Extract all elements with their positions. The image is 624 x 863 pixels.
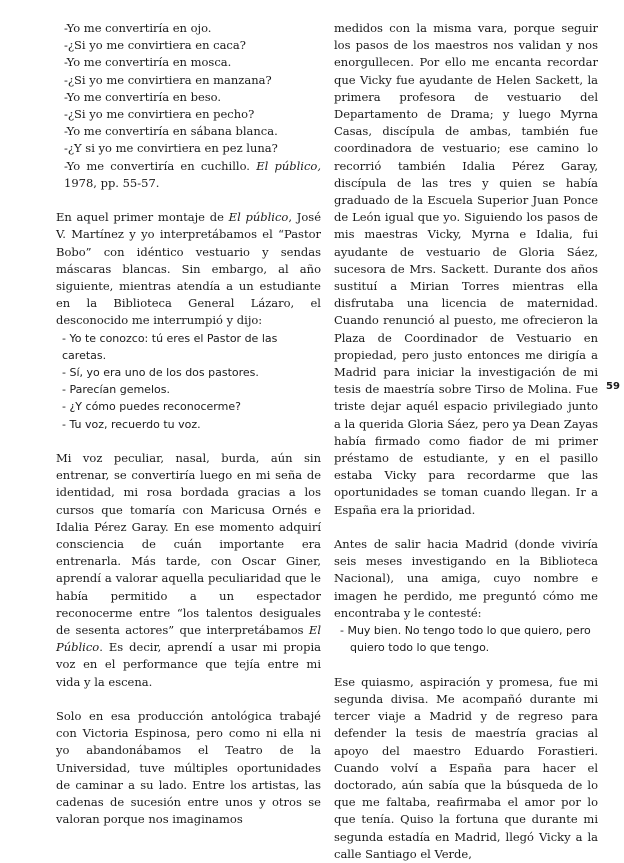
poem-line: -¿Y si yo me convirtiera en pez luna? [64, 141, 278, 156]
poem-line: -Yo me convertiría en sábana blanca. [64, 124, 278, 139]
quote-text: - Muy bien. No tengo todo lo que quiero, pero quiero todo lo que tengo. [340, 624, 591, 655]
dialogue-line: - Sí, yo era uno de los dos pastores. [62, 366, 259, 380]
dialogue-line: - Yo te conozco: tú eres el Pastor de las caretas. [62, 331, 278, 362]
poem-citation-title: El público, [256, 158, 322, 173]
paragraph: Mi voz peculiar, nasal, burda, aún sin entrenar, se convertiría luego en mi seña de identidad, mi rosa bordada gracias a los cursos que tomaría con Maricusa Ornés e Idalia Pérez Garay. En ese momento adquirí consciencia de cuán importante era entrenarla. Más tarde, con Oscar Giner, aprendí a valorar aquella peculiaridad que le había permitido a un espectador reconocerme entre “los talentos desiguales de sesenta actores” que interpretábamos El Público. Es decir, aprendí a usar mi propia voz en el performance que tejía entre mi vida y la escena. [56, 451, 321, 689]
paragraph: Antes de salir hacia Madrid (donde viviría seis meses investigando en la Biblioteca Nacional), una amiga, cuyo nombre e imagen he perdido, me preguntó cómo me encontraba y le contesté: [334, 537, 598, 620]
paragraph: Ese quiasmo, aspiración y promesa, fue mi segunda divisa. Me acompañó durante mi tercer viaje a Madrid y de regreso para defender la tesis de maestría gracias al apoyo del maestro Eduardo Forastieri. Cuando volví a España para hacer el doctorado, aún sabía que la búsqueda de lo que me faltaba, reafirmaba el amor por lo que tenía. Quiso la fortuna que durante mi segunda estadía en Madrid, llegó Vicky a la calle Santiago el Verde, [334, 674, 598, 861]
poem-excerpt [56, 20, 321, 192]
dialogue-line: - Tu voz, recuerdo tu voz. [62, 417, 201, 431]
left-column [56, 20, 321, 829]
paragraph: Solo en esa producción antológica trabajé con Victoria Espinosa, pero como ni ella ni yo abandonábamos el Teatro de la Universidad, tuve múltiples oportunidades de caminar a su lado. Entre los artistas, las cadenas de sucesión entre unos y otros se valoran porque nos imaginamos [56, 709, 321, 827]
poem-line: -¿Si yo me convirtiera en manzana? [64, 72, 272, 87]
poem-last-line: -Yo me convertiría en cuchillo. El público, 1978, pp. 55-57. [64, 158, 322, 190]
right-column [334, 20, 598, 863]
poem-line: -¿Si yo me convirtiera en pecho? [64, 107, 255, 122]
page-number: 59 [606, 381, 620, 392]
poem-line: -Yo me convertiría en mosca. [64, 55, 232, 70]
quote [334, 622, 598, 656]
paragraph: medidos con la misma vara, porque seguir los pasos de los maestros nos validan y nos enorgullecen. Por ello me encanta recordar que Vicky fue ayudante de Helen Sackett, la primera profesora de vestuario del Departamento de Drama; y luego Myrna Casas, discípula de ambas, también fue coordinadora de vestuario; ese camino lo recorrió también Idalia Pérez Garay, discípula de las tres y quien se había graduado de la Escuela Superior Juan Ponce de León igual que yo. Siguiendo los pasos de mis maestras Vicky, Myrna e Idalia, fui ayudante de vestuario de Gloria Sáez, sucesora de Mrs. Sackett. Durante dos años sustituí a Mirian Torres mientras ella disfrutaba una licencia de maternidad. Cuando renunció al puesto, me ofrecieron la Plaza de Coordinador de Vestuario en propiedad, pero justo entonces me dirigía a Madrid para iniciar la investigación de mi tesis de maestría sobre Tirso de Molina. Fue triste dejar aquél espacio privilegiado junto a la querida Gloria Sáez, pero ya Dean Zayas había firmado como fiador de mi primer préstamo de estudiante, y en el pasillo estaba Vicky para recordarme que las oportunidades se toman cuando llegan. Ir a España era la prioridad. [334, 21, 598, 517]
poem-line: -¿Si yo me convirtiera en caca? [64, 38, 246, 53]
poem-line: -Yo me convertiría en beso. [64, 89, 222, 104]
dialogue-line: - ¿Y cómo puedes reconocerme? [62, 400, 241, 414]
dialogue-line: - Parecían gemelos. [62, 383, 170, 397]
poem-citation: 1978, pp. 55-57. [64, 175, 160, 190]
dialogue [56, 330, 321, 433]
poem-line: -Yo me convertiría en ojo. [64, 21, 212, 35]
paragraph: En aquel primer montaje de El público, José V. Martínez y yo interpretábamos el “Pastor Bobo” con idéntico vestuario y sendas máscaras blancas. Sin embargo, al año siguiente, mientras atendía a un estudiante en la Biblioteca General Lázaro, el desconocido me interrumpió y dijo: [56, 210, 322, 328]
